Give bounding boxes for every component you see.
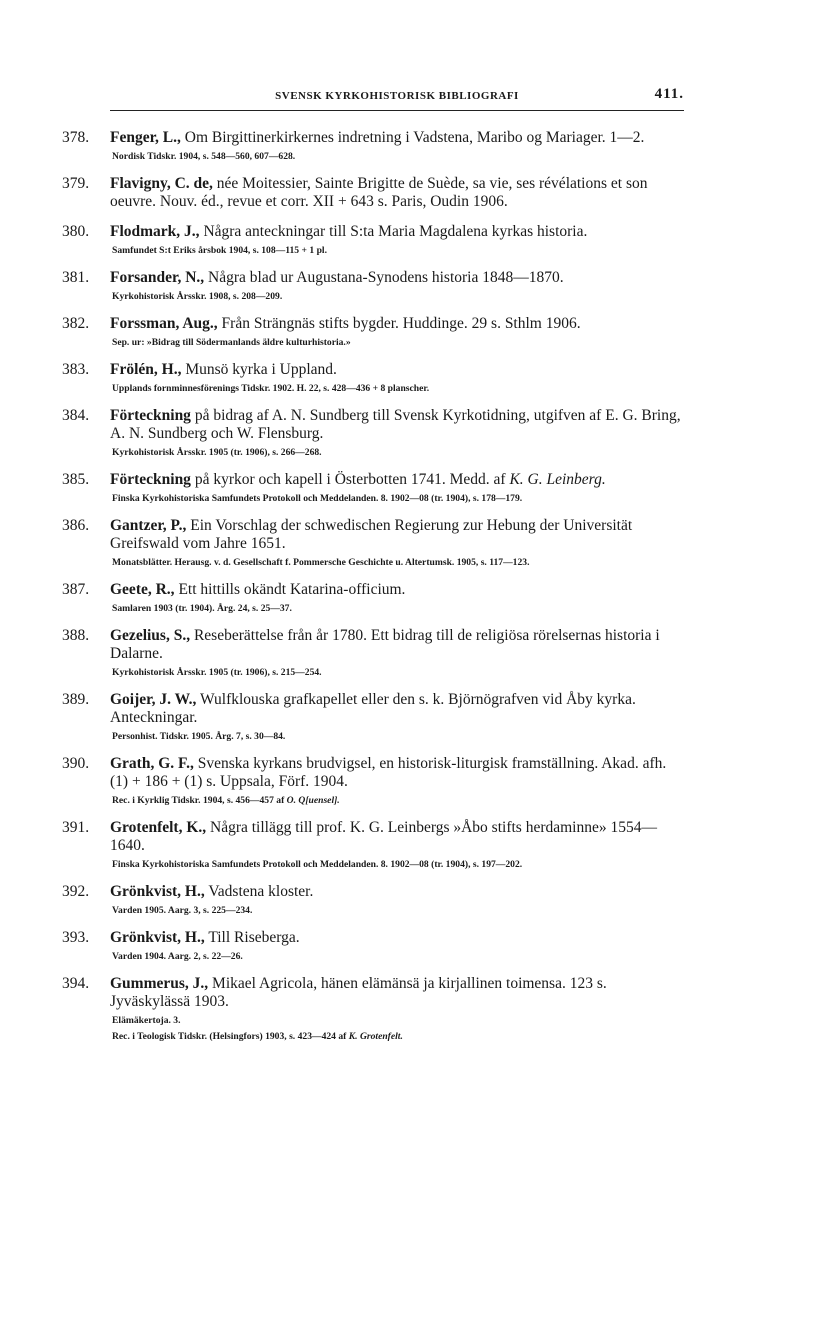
entry-source-note: Personhist. Tidskr. 1905. Årg. 7, s. 30—84. [112,731,286,742]
entry-author: Grönkvist, H., [110,929,205,946]
entry-number: 391. [62,819,90,836]
running-title: SVENSK KYRKOHISTORISK BIBLIOGRAFI [275,90,519,102]
entry-title: Till Riseberga. [204,929,300,946]
bibliography-entry [62,361,684,395]
entry-source-note: Kyrkohistorisk Årsskr. 1905 (tr. 1906), s. 215—254. [112,667,322,678]
entry-source-note: Kyrkohistorisk Årsskr. 1905 (tr. 1906), s. 266—268. [112,447,322,458]
entry-source-note: Monatsblätter. Herausg. v. d. Gesellschaft f. Pommersche Geschichte u. Altertumsk. 1905, s. 117—123. [112,557,530,568]
entry-citation [110,581,684,599]
entry-source-note: Finska Kyrkohistoriska Samfundets Protokoll och Meddelanden. 8. 1902—08 (tr. 1904), s. 178—179. [112,493,523,504]
entry-number: 389. [62,691,90,708]
entry-author: Fenger, L., [110,129,181,146]
bibliography-entry [62,929,684,963]
entry-title: Vadstena kloster. [204,883,314,900]
entry-source-note: Samfundet S:t Eriks årsbok 1904, s. 108—115 + 1 pl. [112,245,327,256]
entry-title: Några blad ur Augustana-Synodens historia 1848—1870. [204,269,564,286]
entry-number: 384. [62,407,90,424]
bibliography-entry [62,755,684,807]
entry-citation [110,175,684,211]
page-number: 411. [654,86,684,102]
header-rule [110,110,684,111]
entry-title: på bidrag af A. N. Sundberg till Svensk Kyrkotidning, utgifven af E. G. Bring, A. N. Sundberg och W. Flensburg. [110,407,681,442]
bibliography-entry [62,269,684,303]
entry-editor: K. G. Leinberg. [509,471,606,488]
entry-author: Goijer, J. W., [110,691,197,708]
entry-number: 394. [62,975,90,992]
bibliography-entry [62,407,684,459]
entry-title: Reseberättelse från år 1780. Ett bidrag till de religiösa rörelsernas historia i Dalarne. [110,627,660,662]
entry-number: 382. [62,315,90,332]
entry-title: Ett hittills okändt Katarina-officium. [174,581,406,598]
entry-citation [110,471,684,489]
entry-citation [110,407,684,443]
entry-source-note: Samlaren 1903 (tr. 1904). Årg. 24, s. 25—37. [112,603,292,614]
entry-source-note: Elämäkertoja. 3. [112,1015,181,1026]
entry-number: 393. [62,929,90,946]
entry-source-note: Rec. i Teologisk Tidskr. (Helsingfors) 1903, s. 423—424 af K. Grotenfelt. [112,1031,403,1042]
bibliography-entry [62,975,684,1043]
entry-source-note: Varden 1904. Aarg. 2, s. 22—26. [112,951,243,962]
entry-citation [110,929,684,947]
bibliography-entry [62,883,684,917]
bibliography-entry [62,517,684,569]
entry-source-note: Kyrkohistorisk Årsskr. 1908, s. 208—209. [112,291,283,302]
entry-number: 387. [62,581,90,598]
entry-citation [110,975,684,1011]
entry-citation [110,517,684,553]
entry-source-note: Varden 1905. Aarg. 3, s. 225—234. [112,905,253,916]
entry-author: Flodmark, J., [110,223,200,240]
entry-title: née Moitessier, Sainte Brigitte de Suède, sa vie, ses révélations et son oeuvre. Nouv. éd., revue et corr. XII + 643 s. Paris, Oudin 1906. [110,175,648,210]
running-header [110,86,684,106]
entry-citation [110,819,684,855]
entry-title: på kyrkor och kapell i Österbotten 1741. Medd. af [190,471,510,488]
entry-source-note: Finska Kyrkohistoriska Samfundets Protokoll och Meddelanden. 8. 1902—08 (tr. 1904), s. 197—202. [112,859,523,870]
entry-title: Mikael Agricola, hänen elämänsä ja kirjallinen toimensa. 123 s. Jyväskylässä 1903. [110,975,607,1010]
entry-number: 390. [62,755,90,772]
entry-citation [110,223,684,241]
entry-author: Förteckning [110,407,191,424]
entry-author: Grath, G. F., [110,755,194,772]
entry-title: Ein Vorschlag der schwedischen Regierung zur Hebung der Universität Greifswald vom Jahre 1651. [110,517,633,552]
entry-title: Munsö kyrka i Uppland. [181,361,337,378]
entry-citation [110,269,684,287]
entry-source-note: Nordisk Tidskr. 1904, s. 548—560, 607—628. [112,151,296,162]
bibliography-entry [62,129,684,163]
entry-title: Om Birgittinerkirkernes indretning i Vadstena, Maribo og Mariager. 1—2. [180,129,645,146]
entry-source-note: Sep. ur: »Bidrag till Södermanlands äldre kulturhistoria.» [112,337,351,348]
bibliography-entry [62,627,684,679]
entry-citation [110,129,684,147]
entry-author: Grotenfelt, K., [110,819,207,836]
entry-number: 378. [62,129,90,146]
entry-author: Frölén, H., [110,361,182,378]
entry-title: Från Strängnäs stifts bygder. Huddinge. 29 s. Sthlm 1906. [217,315,581,332]
entry-author: Flavigny, C. de, [110,175,213,192]
entry-citation [110,361,684,379]
entry-title: Svenska kyrkans brudvigsel, en historisk-liturgisk framställning. Akad. afh. (1) + 186 + (1) s. Uppsala, Förf. 1904. [110,755,667,790]
entry-citation [110,755,684,791]
entry-author: Grönkvist, H., [110,883,205,900]
entry-number: 388. [62,627,90,644]
entry-number: 380. [62,223,90,240]
entry-author: Gantzer, P., [110,517,187,534]
bibliography-entry [62,175,684,211]
document-page [62,86,684,1055]
entry-number: 383. [62,361,90,378]
entry-number: 379. [62,175,90,192]
entry-number: 381. [62,269,90,286]
entry-number: 385. [62,471,90,488]
entry-author: Förteckning [110,471,191,488]
entry-number: 392. [62,883,90,900]
bibliography-entries [62,129,684,1043]
entry-source-note: Upplands fornminnesförenings Tidskr. 1902. H. 22, s. 428—436 + 8 planscher. [112,383,430,394]
reviewer-name: O. Q[uensel]. [286,795,340,806]
bibliography-entry [62,471,684,505]
entry-author: Geete, R., [110,581,175,598]
reviewer-name: K. Grotenfelt. [348,1031,403,1042]
entry-author: Gezelius, S., [110,627,191,644]
entry-author: Gummerus, J., [110,975,209,992]
entry-title: Några tillägg till prof. K. G. Leinbergs »Åbo stifts herdaminne» 1554—1640. [110,819,657,854]
entry-citation [110,315,684,333]
entry-title: Några anteckningar till S:ta Maria Magdalena kyrkas historia. [199,223,588,240]
bibliography-entry [62,315,684,349]
entry-citation [110,627,684,663]
bibliography-entry [62,581,684,615]
entry-source-note: Rec. i Kyrklig Tidskr. 1904, s. 456—457 af O. Q[uensel]. [112,795,340,806]
entry-author: Forsander, N., [110,269,205,286]
entry-number: 386. [62,517,90,534]
entry-author: Forssman, Aug., [110,315,218,332]
entry-title: Wulfklouska grafkapellet eller den s. k. Björnögrafven vid Åby kyrka. Anteckningar. [110,691,636,726]
bibliography-entry [62,691,684,743]
bibliography-entry [62,223,684,257]
entry-citation [110,691,684,727]
bibliography-entry [62,819,684,871]
entry-citation [110,883,684,901]
